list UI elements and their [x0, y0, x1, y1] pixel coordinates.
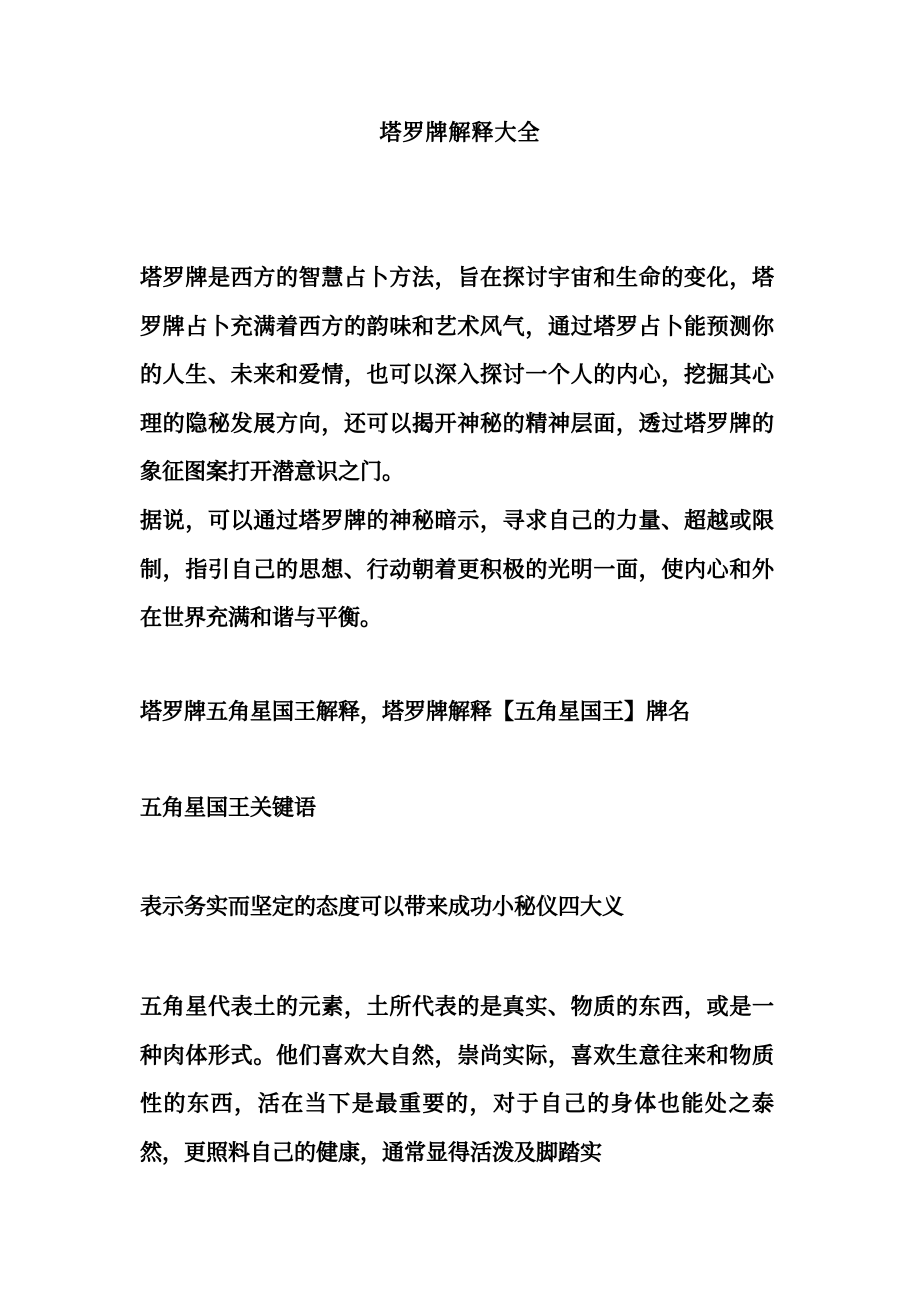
card-name-heading: 塔罗牌五角星国王解释，塔罗牌解释【五角星国王】牌名 [140, 700, 691, 725]
keyword-heading: 五角星国王关键语 [140, 796, 317, 821]
element-paragraph: 五角星代表土的元素，土所代表的是真实、物质的东西，或是一种肉体形式。他们喜欢大自然，崇尚实际，喜欢生意往来和物质性的东西，活在当下是最重要的，对于自己的身体也能处之泰然，更照料自己的健康，通常显得活泼及脚踏实 [140, 995, 774, 1166]
keyword-text: 表示务实而坚定的态度可以带来成功小秘仪四大义 [140, 895, 625, 920]
intro-paragraph: 塔罗牌是西方的智慧占卜方法，旨在探讨宇宙和生命的变化，塔罗牌占卜充满着西方的韵味和艺术风气，通过塔罗占卜能预测你的人生、未来和爱情，也可以深入探讨一个人的内心，挖掘其心理的隐秘发展方向，还可以揭开神秘的精神层面，透过塔罗牌的象征图案打开潜意识之门。 [140, 266, 774, 485]
say-paragraph: 据说，可以通过塔罗牌的神秘暗示，寻求自己的力量、超越或限制，指引自己的思想、行动朝着更积极的光明一面，使内心和外在世界充满和谐与平衡。 [140, 509, 774, 631]
document-title: 塔罗牌解释大全 [379, 121, 541, 146]
